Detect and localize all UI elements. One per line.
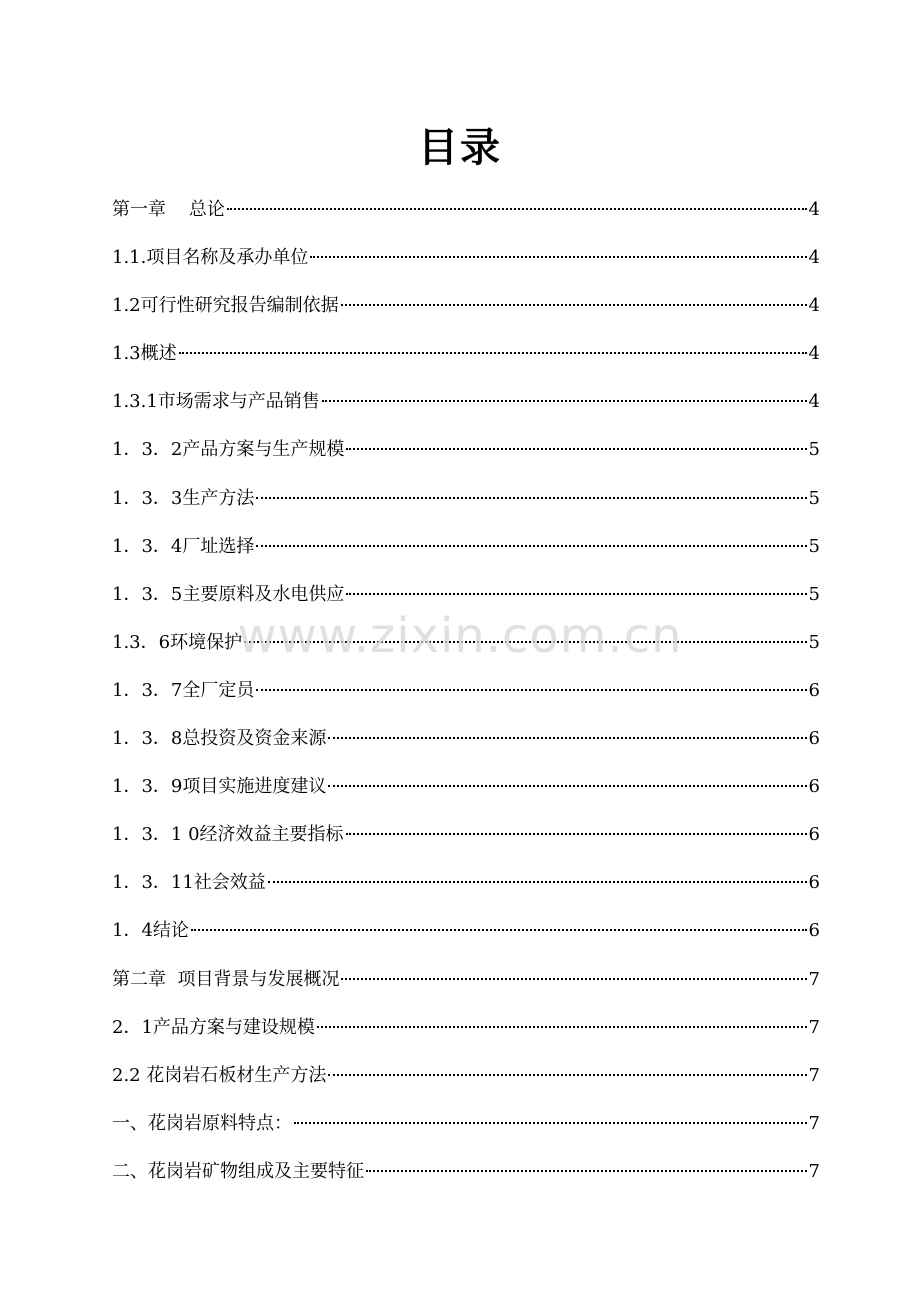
toc-entry-chapter-2[interactable] [112, 956, 820, 1004]
toc-dot-leader [366, 1170, 807, 1172]
toc-dot-leader [346, 833, 807, 835]
toc-entry-label: 1．3．2产品方案与生产规模 [112, 439, 345, 461]
toc-page-number: 5 [808, 535, 820, 557]
toc-entry-label: 一、花岗岩原料特点： [112, 1112, 292, 1134]
toc-entry-1-3-9[interactable] [112, 763, 820, 811]
toc-dot-leader [244, 641, 806, 643]
toc-dot-leader [191, 929, 807, 931]
toc-page-number: 5 [808, 439, 820, 461]
toc-entry-label: 1．3．1 0经济效益主要指标 [112, 824, 344, 846]
toc-dot-leader [341, 978, 806, 980]
toc-page-number: 4 [808, 295, 820, 317]
toc-entry-label: 1．3．5主要原料及水电供应 [112, 583, 345, 605]
toc-entry-chapter-1[interactable] [112, 186, 820, 234]
toc-page-number: 4 [808, 391, 820, 413]
toc-page-number: 6 [808, 920, 820, 942]
toc-page-number: 7 [808, 1016, 820, 1038]
toc-entry-label: 1．3．8总投资及资金来源 [112, 728, 327, 750]
toc-entry-label: 1.3.1市场需求与产品销售 [112, 391, 320, 413]
toc-entry-label: 1．3．7全厂定员 [112, 679, 255, 701]
toc-entry-label: 1．3．3生产方法 [112, 487, 255, 509]
toc-page-number: 4 [808, 247, 820, 269]
toc-entry-1-3-7[interactable] [112, 667, 820, 715]
toc-page-number: 5 [808, 631, 820, 653]
toc-page-number: 6 [808, 679, 820, 701]
toc-entry-label: 1．4结论 [112, 920, 189, 942]
toc-entry-1-3-6[interactable] [112, 619, 820, 667]
toc-entry-label: 2．1产品方案与建设规模 [112, 1016, 315, 1038]
toc-entry-label: 第一章 总论 [112, 199, 225, 220]
toc-page-number: 7 [808, 1064, 820, 1086]
toc-entry-label: 1.2可行性研究报告编制依据 [112, 295, 339, 317]
toc-page-number: 5 [808, 583, 820, 605]
toc-entry-granite-mineral-composition[interactable] [112, 1148, 820, 1196]
toc-entry-1-3-2[interactable] [112, 426, 820, 474]
toc-dot-leader [328, 737, 806, 739]
toc-dot-leader [179, 352, 807, 354]
toc-dot-leader [328, 785, 806, 787]
toc-page-number: 7 [808, 1160, 820, 1182]
watermark-text: www.zixin.com.cn [237, 608, 683, 664]
toc-entry-1-3-10[interactable] [112, 811, 820, 859]
toc-entry-label: 1.1.项目名称及承办单位 [112, 247, 309, 269]
toc-entry-1-3-8[interactable] [112, 715, 820, 763]
toc-entry-label: 1.3．6环境保护 [112, 631, 243, 653]
toc-entry-label: 1．3．11社会效益 [112, 872, 266, 894]
toc-entry-label: 1．3．9项目实施进度建议 [112, 776, 327, 798]
toc-page-number: 6 [808, 872, 820, 894]
toc-dot-leader [341, 304, 807, 306]
toc-page-number: 6 [808, 824, 820, 846]
toc-entry-granite-raw-material[interactable] [112, 1100, 820, 1148]
toc-entry-1-1[interactable] [112, 234, 820, 282]
toc-dot-leader [346, 593, 806, 595]
toc-entry-1-3-5[interactable] [112, 571, 820, 619]
toc-dot-leader [346, 448, 806, 450]
toc-page-number: 4 [808, 199, 820, 220]
toc-page-number: 7 [808, 1112, 820, 1134]
toc-dot-leader [294, 1122, 807, 1124]
toc-dot-leader [268, 881, 807, 883]
toc-dot-leader [317, 1026, 807, 1028]
toc-entry-label: 1．3．4厂址选择 [112, 535, 255, 557]
toc-entry-1-3[interactable] [112, 330, 820, 378]
page-title: 目录 [418, 125, 502, 171]
toc-dot-leader [256, 689, 806, 691]
toc-entry-1-3-1[interactable] [112, 378, 820, 426]
toc-dot-leader [256, 497, 806, 499]
table-of-contents [112, 186, 820, 1196]
toc-entry-1-3-4[interactable] [112, 523, 820, 571]
toc-dot-leader [328, 1074, 806, 1076]
toc-page-number: 6 [808, 728, 820, 750]
toc-page-number: 5 [808, 487, 820, 509]
toc-dot-leader [310, 256, 806, 258]
toc-dot-leader [227, 208, 807, 210]
toc-entry-1-2[interactable] [112, 282, 820, 330]
toc-entry-label: 二、花岗岩矿物组成及主要特征 [112, 1160, 364, 1182]
toc-entry-label: 第二章 项目背景与发展概况 [112, 968, 340, 990]
toc-entry-1-3-11[interactable] [112, 859, 820, 907]
toc-dot-leader [256, 545, 806, 547]
toc-entry-label: 2.2 花岗岩石板材生产方法 [112, 1064, 327, 1086]
toc-entry-1-3-3[interactable] [112, 475, 820, 523]
toc-entry-2-2[interactable] [112, 1052, 820, 1100]
toc-page-number: 4 [808, 343, 820, 365]
toc-page-number: 7 [808, 968, 820, 990]
toc-page-number: 6 [808, 776, 820, 798]
toc-dot-leader [322, 400, 807, 402]
toc-entry-label: 1.3概述 [112, 343, 177, 365]
toc-entry-2-1[interactable] [112, 1004, 820, 1052]
toc-entry-1-4[interactable] [112, 907, 820, 955]
